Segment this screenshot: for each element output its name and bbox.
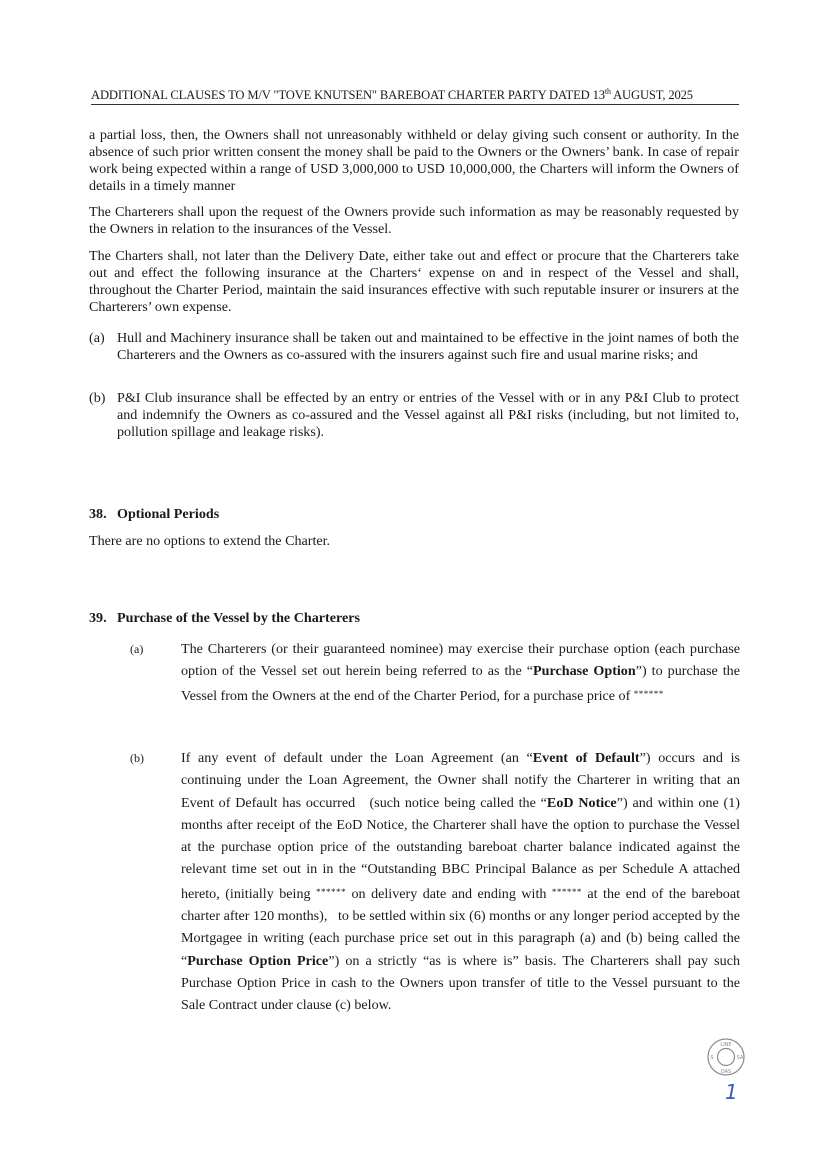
paragraph-information-request: The Charterers shall upon the request of the Owners provide such information as may be reasonably requested by the Owners in relation to the insurances of the Vessel. [89, 204, 739, 237]
header-title-part1: ADDITIONAL CLAUSES TO M/V "TOVE KNUTSEN" BAREBOAT CHARTER PARTY DATED 13 [91, 88, 605, 103]
clause-text: If any event of default under the Loan Agreement (an “Event of Default”) occurs and is continuing under the Loan Agreement, the Owner shall notify the Charterer in writing that an Event of Default has occurred (such notice being called the “EoD Notice”) and within one (1) months after receipt of the EoD Notice, the Charterer shall have the option to purchase the Vessel at the purchase option price of the outstanding bareboat charter balance indicated against the relevant time set out in in the “Outstanding BBC Principal Balance as per Schedule A attached hereto, (initially being ****** on delivery date and ending with ****** at the end of the bareboat charter after 120 months), to be settled within six (6) months or any longer period accepted by the Mortgagee in writing (each purchase price set out in this paragraph (a) and (b) being called the “Purchase Option Price”) on a strictly “as is where is” basis. The Charterers shall pay such Purchase Option Price in cash to the Owners upon transfer of title to the Vessel pursuant to the Sale Contract under clause (c) below. [181, 750, 744, 1014]
section-38-heading [89, 506, 219, 523]
paragraph-insurance-obligation: The Charters shall, not later than the Delivery Date, either take out and effect or procure that the Charterers take out and effect the following insurance at the Charters‘ expense on and in respect of the Vessel and shall, throughout the Charter Period, maintain the said insurances effective with such reputable insurer or insurers at the Charterers’ own expense. [89, 248, 739, 315]
redacted-initial-balance: ****** [316, 886, 347, 897]
defined-term-purchase-option-price: Purchase Option Price [187, 952, 329, 969]
svg-text:DAS: DAS [720, 1069, 732, 1075]
svg-text:S: S [710, 1055, 714, 1061]
clause-text: The Charterers (or their guaranteed nominee) may exercise their purchase option (each purchase option of the Vessel set out herein being referred to as the “Purchase Option”) to purchase the Vessel from the Owners at the end of the Charter Period, for a purchase price of ****** [181, 641, 740, 704]
list-item-text: P&I Club insurance shall be effected by an entry or entries of the Vessel with or in any P&I Club to protect and indemnify the Owners as co-assured and the Vessel against all P&I risks (including, but not limited to, pollution spillage and leakage risks). [117, 390, 739, 440]
defined-term-purchase-option: Purchase Option [533, 663, 636, 680]
header-title-part2: AUGUST, 2025 [610, 88, 693, 103]
section-number: 39. [89, 610, 107, 626]
clause-39b [130, 747, 744, 1017]
list-marker: (a) [89, 330, 105, 346]
svg-text:LINE: LINE [720, 1042, 732, 1048]
list-marker: (b) [89, 390, 106, 406]
company-seal-stamp-icon [706, 1037, 746, 1077]
insurance-item-hull-machinery [89, 330, 739, 364]
defined-term-eod-notice: EoD Notice [546, 794, 617, 811]
section-39-heading [89, 610, 360, 627]
defined-term-event-of-default: Event of Default [532, 750, 640, 766]
section-title: Purchase of the Vessel by the Charterers [117, 610, 360, 626]
paragraph-partial-loss: a partial loss, then, the Owners shall not unreasonably withheld or delay giving such consent or authority. In the absence of such prior written consent the money shall be paid to the Owners or the Owners’ bank. In case of repair work being expected within a range of USD 3,000,000 to USD 10,000,000, the Charters will inform the Owners of details in a timely manner [89, 127, 739, 194]
clause-marker: (a) [130, 642, 144, 656]
svg-text:SA: SA [736, 1055, 744, 1061]
section-number: 38. [89, 506, 107, 522]
redacted-price: ****** [633, 688, 664, 699]
handwritten-initial: 1 [725, 1080, 738, 1104]
section-title: Optional Periods [117, 506, 220, 522]
insurance-item-pi-club [89, 390, 739, 441]
clause-39a [130, 638, 740, 707]
document-header [91, 87, 739, 105]
list-item-text: Hull and Machinery insurance shall be taken out and maintained to be effective in the joint names of both the Charterers and the Owners as co-assured with the insurers against such fire and usual marine risks; and [117, 330, 739, 363]
section-38-body: There are no options to extend the Charter. [89, 533, 331, 549]
redacted-final-balance: ****** [551, 886, 582, 897]
clause-marker: (b) [130, 751, 144, 765]
header-title-sup: th [604, 87, 611, 96]
